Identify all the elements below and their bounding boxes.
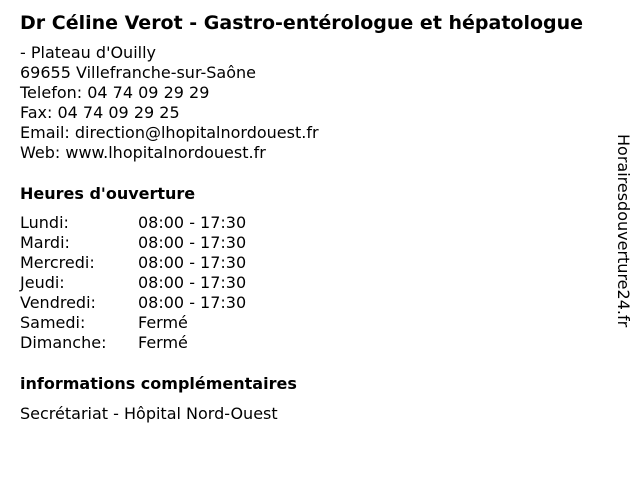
hours-time: 08:00 - 17:30 [138,273,247,292]
hours-day: Dimanche: [20,333,107,352]
hours-day: Jeudi: [20,273,65,292]
hours-day: Mardi: [20,233,70,252]
opening-hours-heading: Heures d'ouverture [20,184,196,203]
email-text: Email: direction@lhopitalnordouest.fr [20,123,319,142]
hours-day: Samedi: [20,313,86,332]
fax-text: Fax: 04 74 09 29 25 [20,103,180,122]
hours-time: 08:00 - 17:30 [138,233,247,252]
additional-info-heading: informations complémentaires [20,374,297,393]
hours-day: Vendredi: [20,293,96,312]
hours-time: Fermé [138,333,188,352]
hours-time: 08:00 - 17:30 [138,293,247,312]
hours-time: 08:00 - 17:30 [138,253,247,272]
web-text: Web: www.lhopitalnordouest.fr [20,143,266,162]
page-title: Dr Céline Verot - Gastro-entérologue et hépatologue [20,12,584,34]
hours-time: 08:00 - 17:30 [138,213,247,232]
address-city: 69655 Villefranche-sur-Saône [20,63,257,82]
hours-time: Fermé [138,313,188,332]
hours-day: Mercredi: [20,253,95,272]
site-watermark-label: Horairesdouverture24.fr [614,134,633,328]
phone-text: Telefon: 04 74 09 29 29 [20,83,210,102]
hours-day: Lundi: [20,213,69,232]
address-street: - Plateau d'Ouilly [20,43,156,62]
additional-info-text: Secrétariat - Hôpital Nord-Ouest [20,404,278,423]
address-block [20,43,319,163]
